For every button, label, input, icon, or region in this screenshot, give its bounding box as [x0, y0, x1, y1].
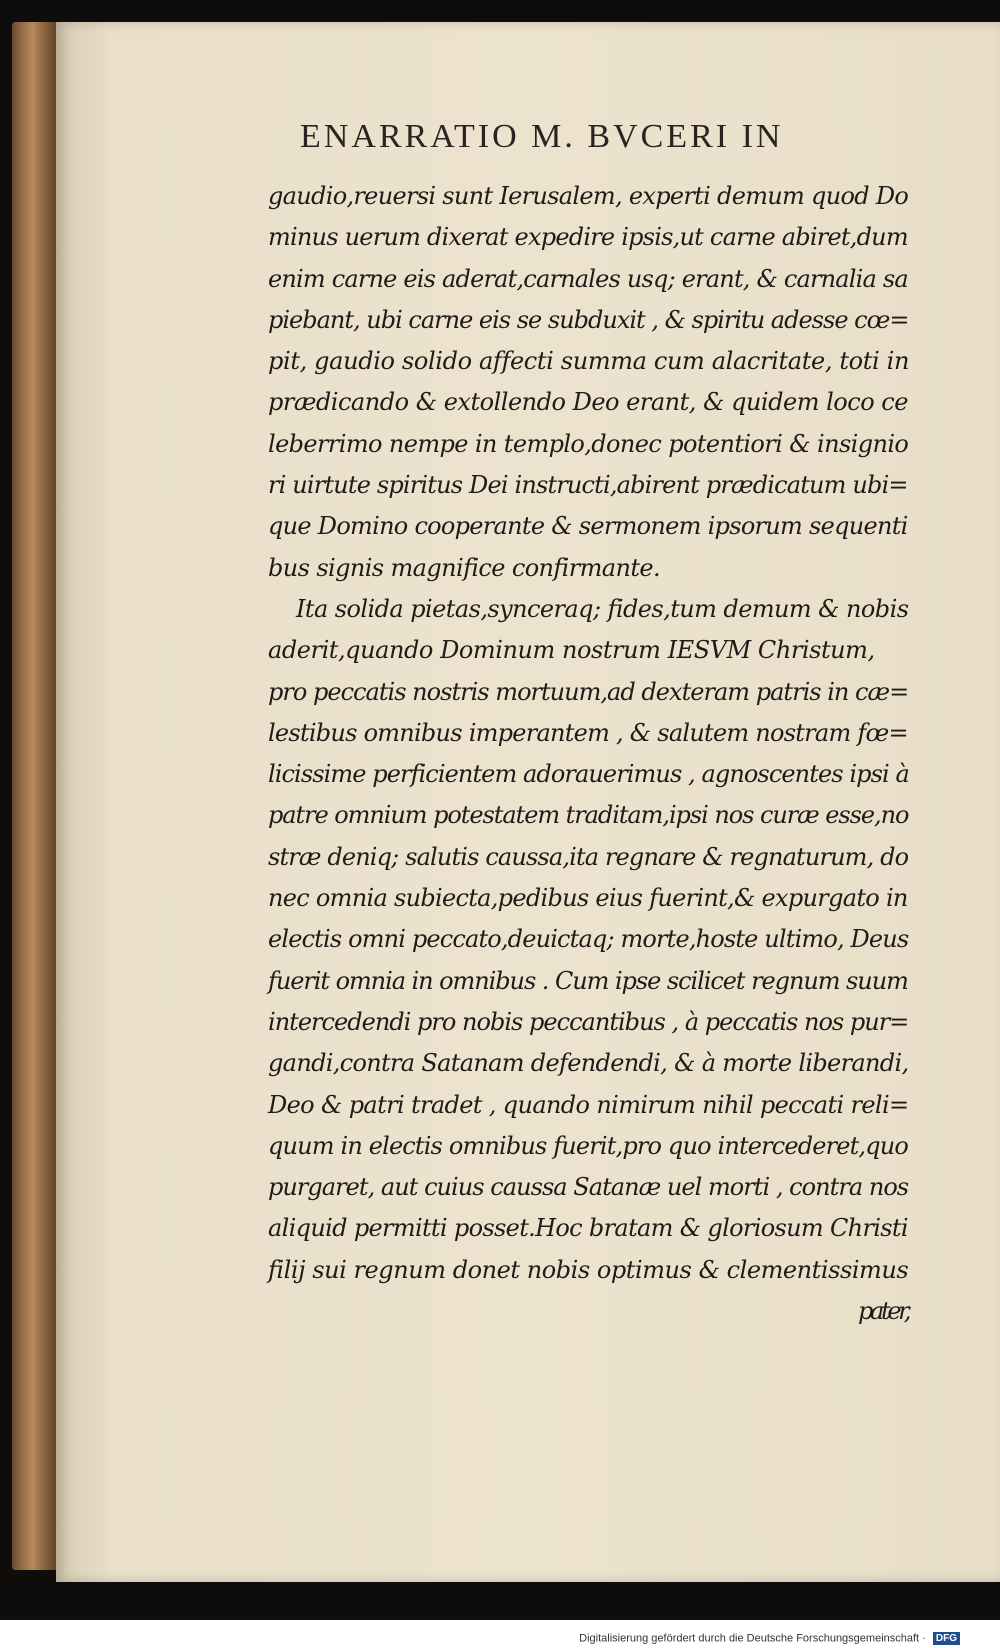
- book-spine-edge: [12, 22, 58, 1570]
- text-line: prædicando & extollendo Deo erant, & quidem loco ce: [268, 388, 908, 417]
- text-line: purgaret, aut cuius caussa Satanæ uel morti , contra nos: [268, 1173, 909, 1202]
- text-line: Deo & patri tradet , quando nimirum nihil peccati reli=: [268, 1090, 909, 1119]
- paragraph-start-line: Ita solida pietas,synceraq; fides,tum demum & nobis: [296, 594, 909, 623]
- text-line: ri uirtute spiritus Dei instructi,abirent prædicatum ubi=: [268, 471, 908, 500]
- text-line: electis omni peccato,deuictaq; morte,hoste ultimo, Deus: [268, 925, 909, 954]
- text-line: piebant, ubi carne eis se subduxit , & spiritu adesse cœ=: [268, 305, 909, 334]
- text-line: que Domino cooperante & sermonem ipsorum sequenti: [268, 512, 908, 541]
- text-line: minus uerum dixerat expedire ipsis,ut carne abiret,dum: [268, 223, 908, 252]
- text-line: pit, gaudio solido affecti summa cum alacritate, toti in: [268, 347, 910, 376]
- text-line: enim carne eis aderat,carnales usq; erant, & carnalia sa: [268, 264, 908, 293]
- running-head: ENARRATIO M. BVCERI IN: [300, 118, 784, 155]
- text-line: fuerit omnia in omnibus . Cum ipse scilicet regnum suum: [268, 966, 908, 995]
- text-line: pro peccatis nostris mortuum,ad dexteram patris in cæ=: [268, 677, 909, 706]
- text-line: patre omnium potestatem traditam,ipsi nos curæ esse,no: [268, 801, 909, 830]
- text-line: stræ deniq; salutis caussa,ita regnare & regnaturum, do: [268, 842, 909, 871]
- text-line: intercedendi pro nobis peccantibus , à peccatis nos pur=: [268, 1007, 909, 1036]
- text-line: gaudio,reuersi sunt Ierusalem, experti demum quod Do: [268, 182, 909, 210]
- digitization-credit: [579, 1632, 960, 1645]
- text-line: nec omnia subiecta,pedibus eius fuerint,& expurgato in: [268, 884, 908, 913]
- text-line: aderit,quando Dominum nostrum IESVM Christum,: [268, 636, 875, 665]
- text-line: lestibus omnibus imperantem , & salutem nostram fœ=: [268, 718, 908, 747]
- text-line: filij sui regnum donet nobis optimus & clementissimus: [268, 1255, 909, 1284]
- text-line: bus signis magnifice confirmante.: [268, 553, 660, 582]
- text-block: [268, 176, 928, 1332]
- text-line: gandi,contra Satanam defendendi, & à morte liberandi,: [268, 1049, 909, 1078]
- credit-text: Digitalisierung gefördert durch die Deutsche Forschungsgemeinschaft ·: [579, 1632, 926, 1645]
- text-line: leberrimo nempe in templo,donec potentiori & insignio: [268, 429, 909, 458]
- text-line: quum in electis omnibus fuerit,pro quo intercederet,quo: [268, 1131, 908, 1160]
- dfg-logo-icon: DFG: [933, 1632, 960, 1645]
- catchword: pater,: [858, 1297, 908, 1326]
- text-line: licissime perficientem adorauerimus , agnoscentes ipsi à: [268, 760, 909, 789]
- text-line: aliquid permitti posset.Hoc bratam & gloriosum Christi: [268, 1214, 908, 1243]
